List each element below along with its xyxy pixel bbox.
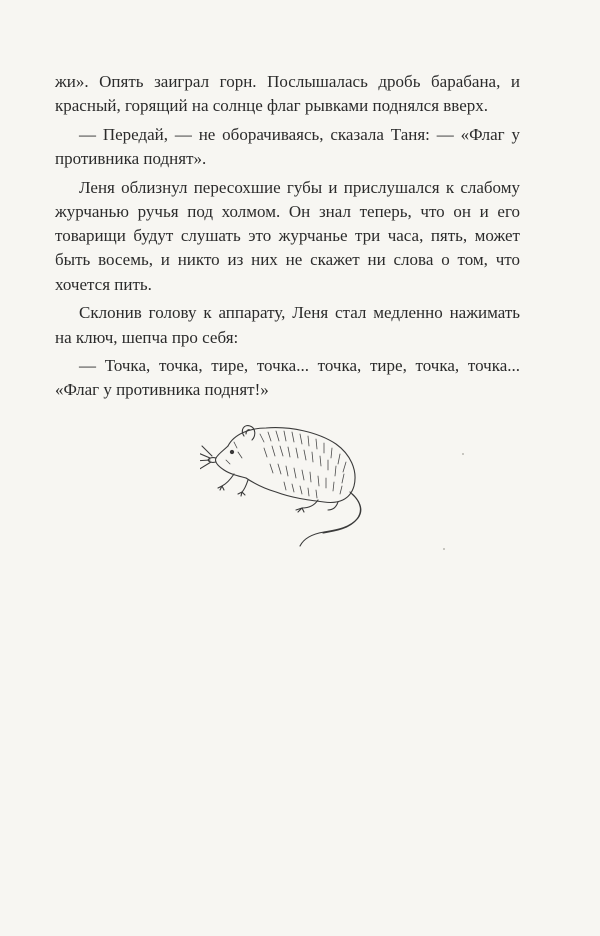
paragraph-5: — Точка, точка, тире, точка... точка, тире, точка, точка... «Флаг у противника поднят!» bbox=[55, 356, 520, 400]
paragraph-4: Склонив голову к аппарату, Леня стал медленно нажимать на ключ, шепча про себя: bbox=[55, 303, 520, 347]
paper-speck bbox=[443, 548, 445, 550]
paragraph-1: жи». Опять заиграл горн. Послышалась дробь барабана, и красный, горящий на солнце флаг рывками поднялся вверх. bbox=[55, 72, 520, 116]
paragraph-2: — Передай, — не оборачиваясь, сказала Таня: — «Флаг у противника поднят». bbox=[55, 124, 520, 169]
mouse-sketch-icon bbox=[200, 412, 380, 552]
paragraph-3: Леня облизнул пересохшие губы и прислушался к слабому журчанью ручья под холмом. Он знал теперь, что он и его товарищи будут слушать это журчанье три часа, пять, может быть восемь, и никто из них не скажет ни слова о том, что хочется пить. bbox=[55, 177, 520, 294]
paper-speck bbox=[462, 453, 464, 455]
text-block bbox=[55, 70, 520, 407]
